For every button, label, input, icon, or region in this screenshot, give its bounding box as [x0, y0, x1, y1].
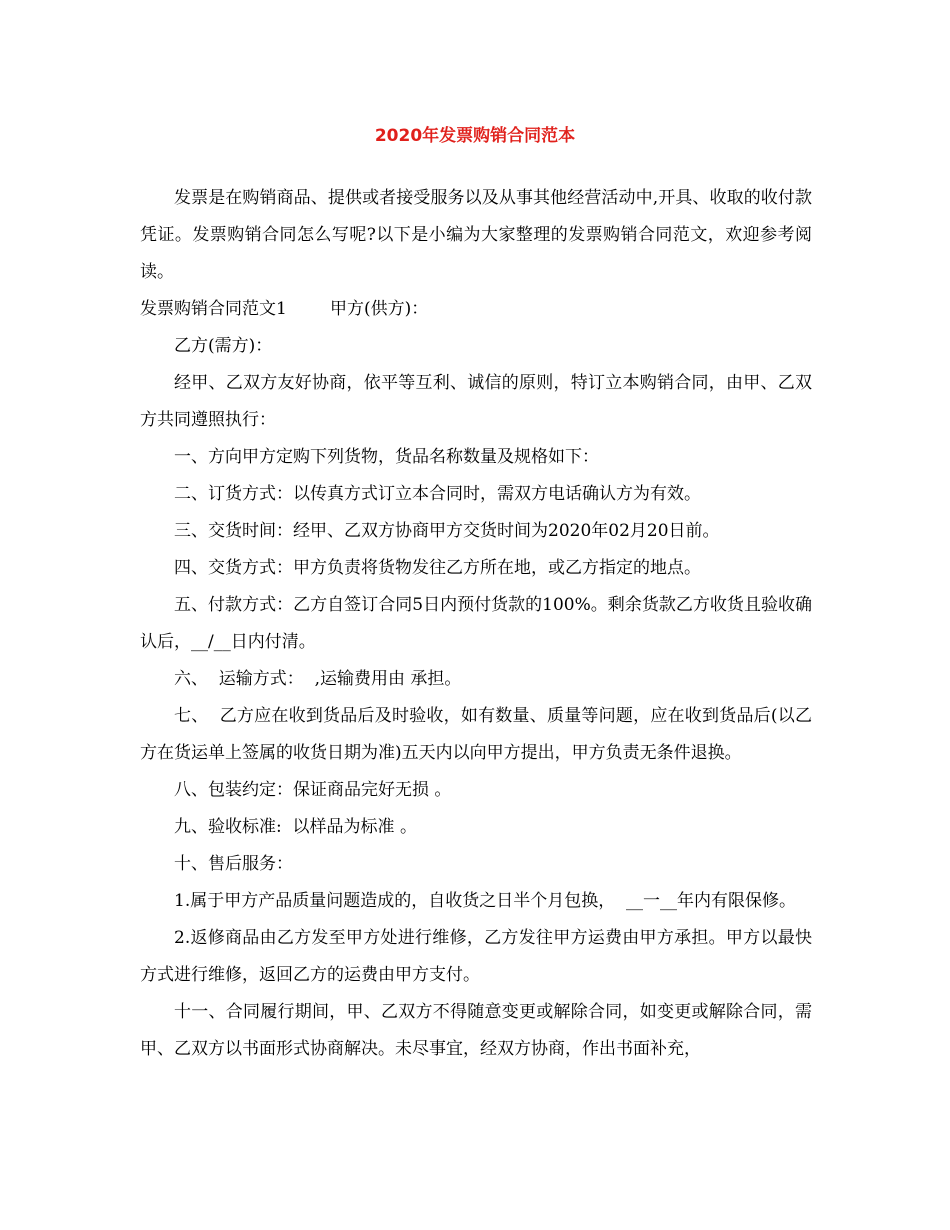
- paragraph: 一、方向甲方定购下列货物，货品名称数量及规格如下：: [174, 447, 599, 467]
- paragraph: 经甲、乙双方友好协商，依平等互利、诚信的原则，特订立本购销合同，由甲、乙双方共同遵照执行：: [140, 373, 812, 430]
- paragraph: 十、售后服务：: [174, 854, 293, 874]
- paragraph: 1.属于甲方产品质量问题造成的，自收货之日半个月包换， __一__年内有限保修。: [174, 891, 797, 911]
- paragraph: 七、 乙方应在收到货品后及时验收，如有数量、质量等问题，应在收到货品后(以乙方在货运单上签属的收货日期为准)五天内以向甲方提出，甲方负责无条件退换。: [140, 706, 812, 763]
- paragraph: 四、交货方式：甲方负责将货物发往乙方所在地，或乙方指定的地点。: [174, 558, 701, 578]
- paragraph: 三、交货时间：经甲、乙双方协商甲方交货时间为2020年02月20日前。: [174, 521, 720, 541]
- paragraph: 2.返修商品由乙方发至甲方处进行维修，乙方发往甲方运费由甲方承担。甲方以最快方式进行维修，返回乙方的运费由甲方支付。: [140, 928, 812, 985]
- paragraph: 二、订货方式：以传真方式订立本合同时，需双方电话确认方为有效。: [174, 484, 701, 504]
- paragraph: 十一、合同履行期间，甲、乙双方不得随意变更或解除合同，如变更或解除合同，需甲、乙双方以书面形式协商解决。未尽事宜，经双方协商，作出书面补充，: [140, 1002, 812, 1059]
- paragraph: 八、包装约定：保证商品完好无损 。: [174, 780, 452, 800]
- paragraph: 发票购销合同范文1 甲方(供方)：: [140, 299, 429, 319]
- paragraph: 六、 运输方式： ,运输费用由 承担。: [174, 669, 462, 689]
- document-title: 2020年发票购销合同范本: [374, 126, 576, 146]
- paragraph: 九、验收标准: 以样品为标准 。: [174, 817, 417, 837]
- paragraph: 乙方(需方)：: [174, 336, 273, 356]
- document-body: [140, 180, 812, 1068]
- paragraph: 发票是在购销商品、提供或者接受服务以及从事其他经营活动中,开具、收取的收付款凭证。发票购销合同怎么写呢?以下是小编为大家整理的发票购销合同范文，欢迎参考阅读。: [140, 188, 812, 282]
- paragraph: 五、付款方式：乙方自签订合同5日内预付货款的100%。剩余货款乙方收货且验收确认后，__/__日内付清。: [140, 595, 812, 652]
